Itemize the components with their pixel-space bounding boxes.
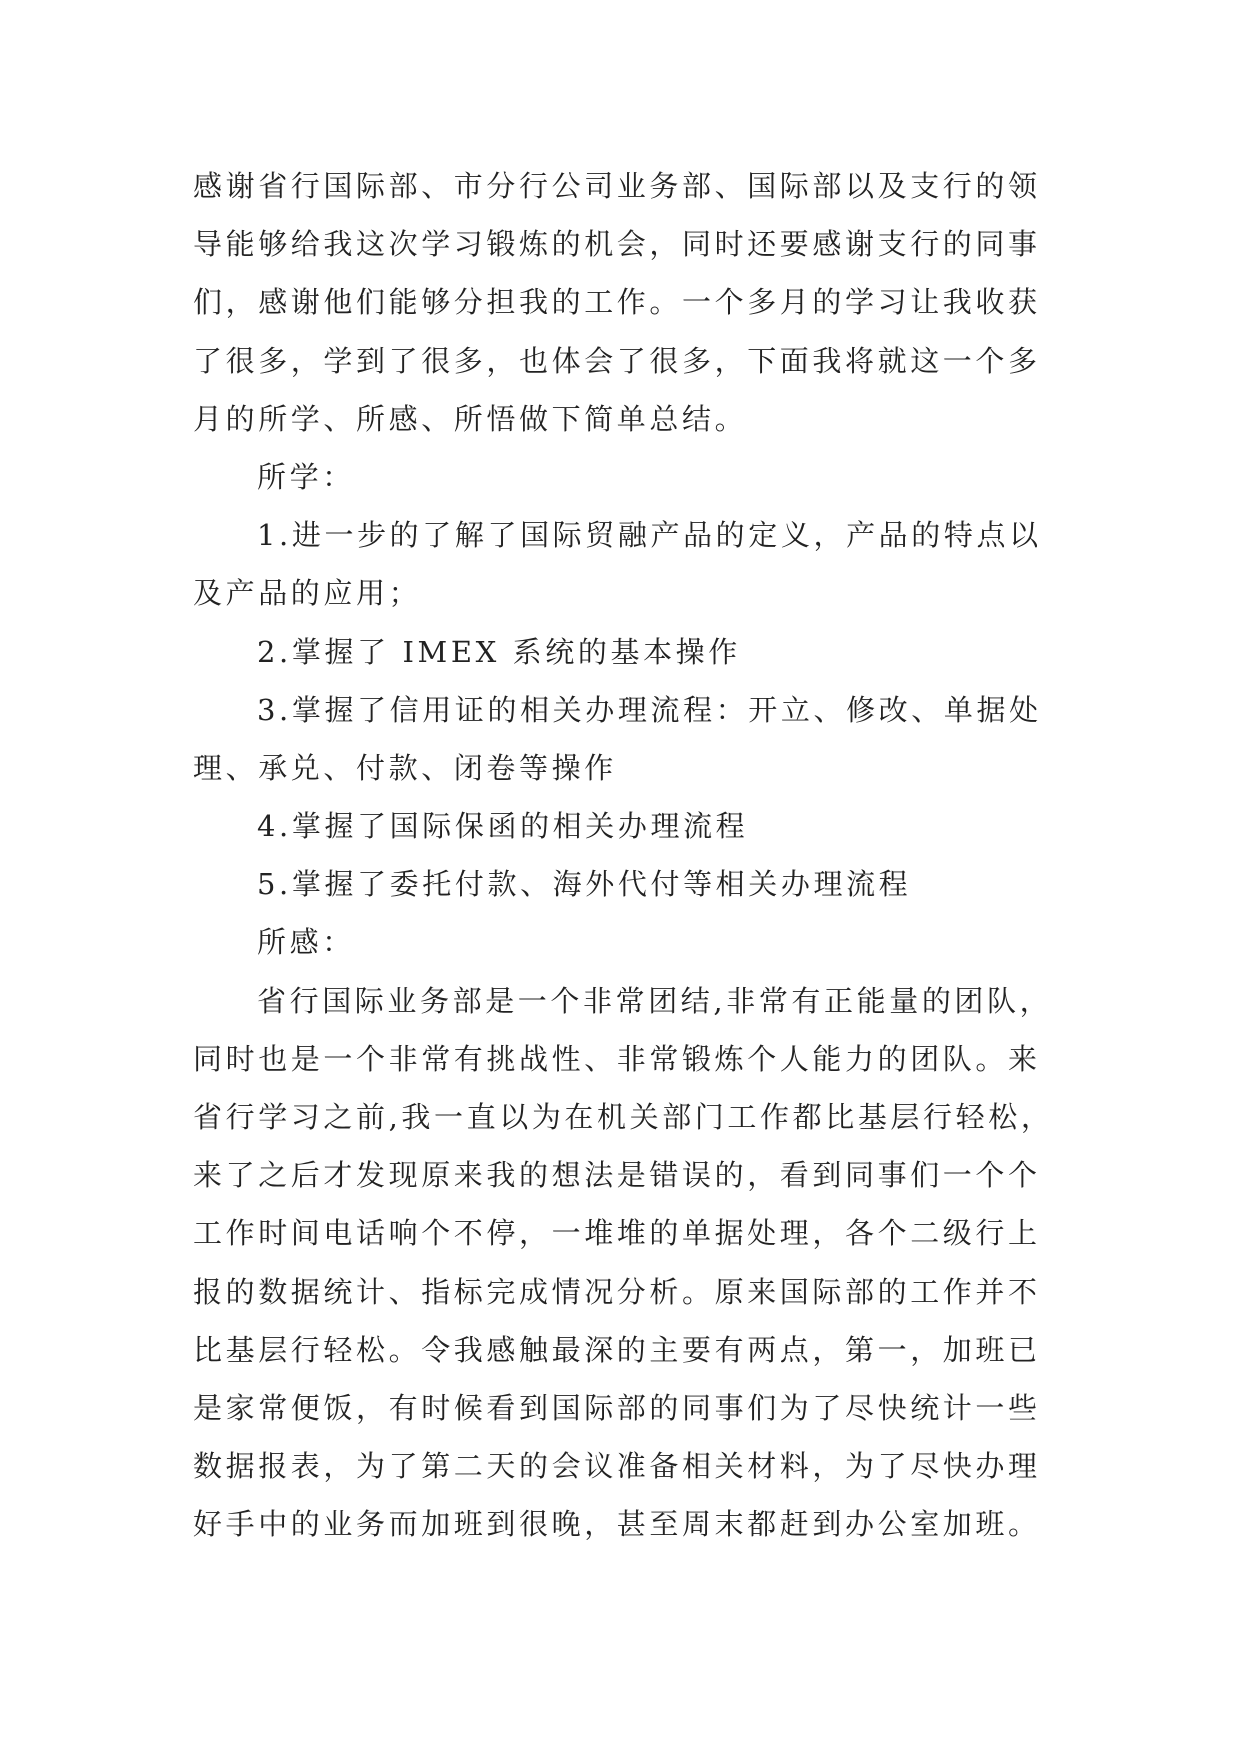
text-line: 好手中的业务而加班到很晚，甚至周末都赶到办公室加班。 bbox=[193, 1507, 1041, 1542]
list-item: 5.掌握了委托付款、海外代付等相关办理流程 bbox=[257, 867, 912, 902]
text-line: 省行学习之前,我一直以为在机关部门工作都比基层行轻松， bbox=[193, 1100, 1054, 1134]
list-item: 2.掌握了 IMEX 系统的基本操作 bbox=[257, 634, 741, 669]
section-heading-felt: 所感： bbox=[257, 925, 355, 960]
text-line: 及产品的应用； bbox=[193, 576, 422, 611]
text-line: 数据报表，为了第二天的会议准备相关材料，为了尽快办理 bbox=[193, 1449, 1041, 1484]
text-line: 比基层行轻松。令我感触最深的主要有两点，第一，加班已 bbox=[193, 1332, 1041, 1367]
text-line: 同时也是一个非常有挑战性、非常锻炼个人能力的团队。来 bbox=[193, 1041, 1041, 1076]
text-line: 们，感谢他们能够分担我的工作。一个多月的学习让我收获 bbox=[193, 285, 1041, 320]
text-line: 工作时间电话响个不停，一堆堆的单据处理，各个二级行上 bbox=[193, 1216, 1041, 1251]
text-line: 是家常便饭，有时候看到国际部的同事们为了尽快统计一些 bbox=[193, 1390, 1041, 1425]
text-line: 月的所学、所感、所悟做下简单总结。 bbox=[193, 401, 748, 436]
paragraph-line: 省行国际业务部是一个非常团结,非常有正能量的团队， bbox=[257, 983, 1053, 1018]
text-line: 理、承兑、付款、闭卷等操作 bbox=[193, 750, 617, 785]
text-line: 了很多，学到了很多，也体会了很多，下面我将就这一个多 bbox=[193, 343, 1041, 378]
text-line: 报的数据统计、指标完成情况分析。原来国际部的工作并不 bbox=[193, 1274, 1041, 1309]
document-body bbox=[193, 157, 1073, 1554]
section-heading-learned: 所学： bbox=[257, 459, 355, 494]
list-item: 4.掌握了国际保函的相关办理流程 bbox=[257, 809, 749, 844]
text-line: 感谢省行国际部、市分行公司业务部、国际部以及支行的领 bbox=[193, 169, 1041, 203]
list-item: 1.进一步的了解了国际贸融产品的定义，产品的特点以 bbox=[257, 518, 1042, 553]
text-line: 来了之后才发现原来我的想法是错误的，看到同事们一个个 bbox=[193, 1158, 1041, 1193]
text-line: 导能够给我这次学习锻炼的机会，同时还要感谢支行的同事 bbox=[193, 227, 1041, 262]
list-item: 3.掌握了信用证的相关办理流程：开立、修改、单据处 bbox=[257, 692, 1042, 727]
